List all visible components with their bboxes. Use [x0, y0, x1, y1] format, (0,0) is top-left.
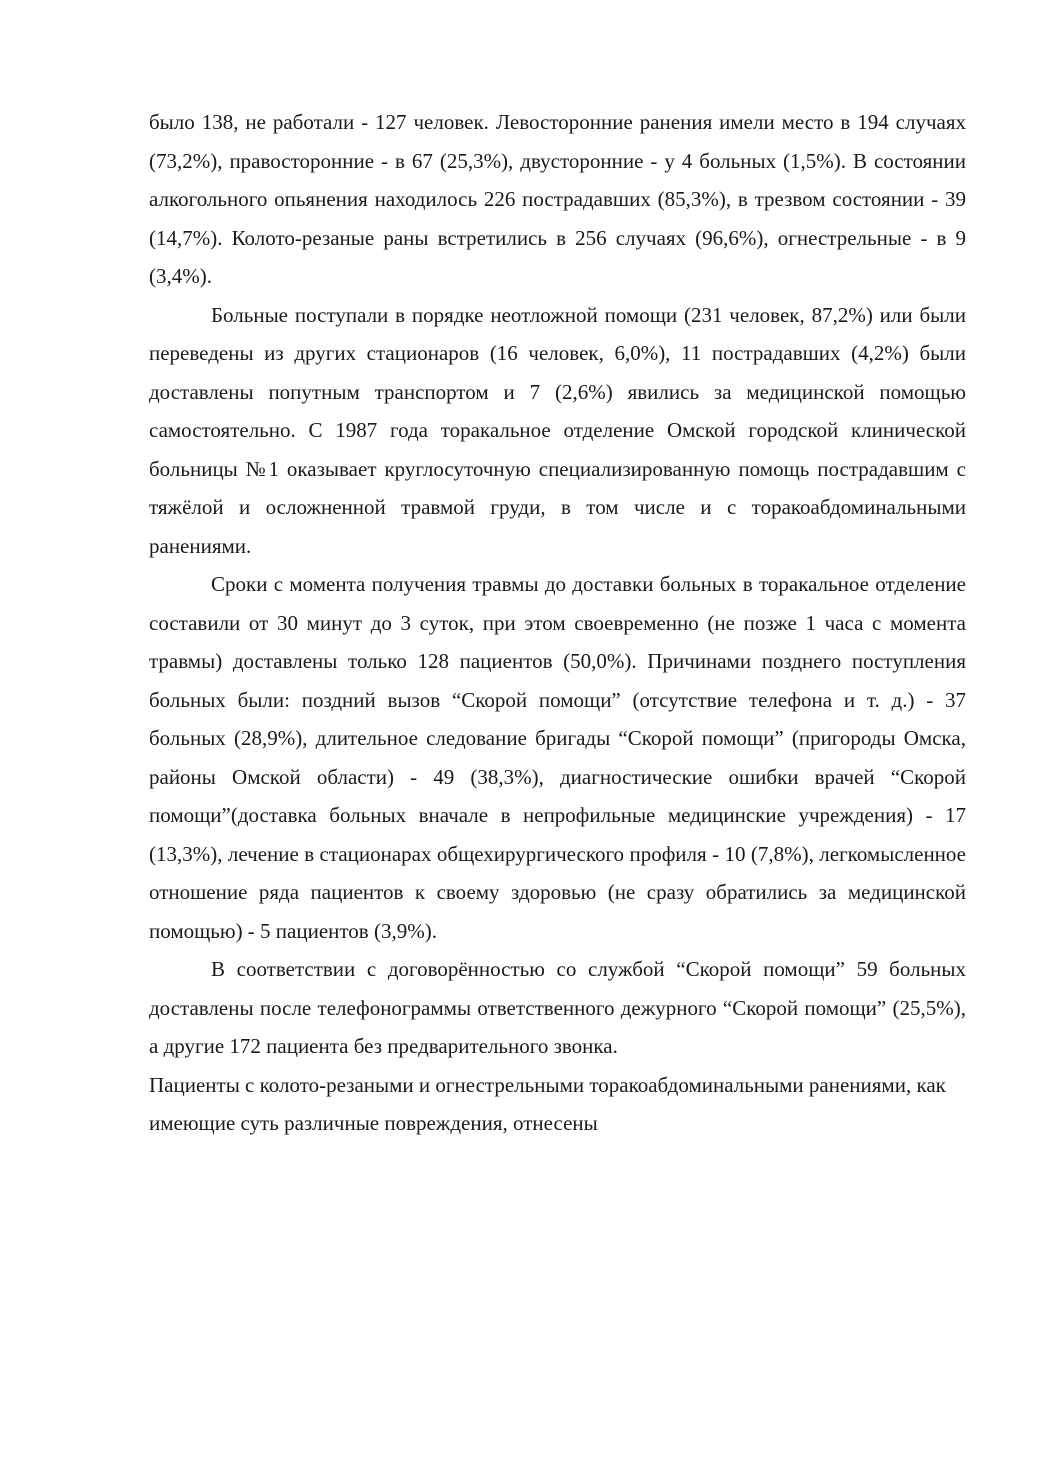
- document-page: [149, 103, 966, 1143]
- paragraph-admission: Больные поступали в порядке неотложной помощи (231 человек, 87,2%) или были переведены из других стационаров (16 человек, 6,0%), 11 пострадавших (4,2%) были доставлены попутным транспортом и 7 (2,6%) явились за медицинской помощью самостоятельно. С 1987 года торакальное отделение Омской городской клинической больницы №1 оказывает круглосуточную специализированную помощь пострадавшим с тяжёлой и осложненной травмой груди, в том числе и с торакоабдоминальными ранениями.: [149, 302, 966, 558]
- paragraph-statistics: было 138, не работали - 127 человек. Левосторонние ранения имели место в 194 случаях (73,2%), правосторонние - в 67 (25,3%), двусторонние - у 4 больных (1,5%). В состоянии алкогольного опьянения находилось 226 пострадавших (85,3%), в трезвом состоянии - 39 (14,7%). Колото-резаные раны встретились в 256 случаях (96,6%), огнестрельные - в 9 (3,4%).: [149, 110, 966, 288]
- paragraph-classification: Пациенты с колото-резаными и огнестрельными торакоабдоминальными ранениями, как имеющие суть различные повреждения, отнесены: [149, 1072, 946, 1135]
- paragraph-agreement: В соответствии с договорённостью со службой “Скорой помощи” 59 больных доставлены после телефонограммы ответственного дежурного “Скорой помощи” (25,5%), а другие 172 пациента без предварительного звонка.: [149, 957, 966, 1058]
- paragraph-delivery-time: Сроки с момента получения травмы до доставки больных в торакальное отделение составили от 30 минут до 3 суток, при этом своевременно (не позже 1 часа с момента травмы) доставлены только 128 пациентов (50,0%). Причинами позднего поступления больных были: поздний вызов “Скорой помощи” (отсутствие телефона и т. д.) - 37 больных (28,9%), длительное следование бригады “Скорой помощи” (пригороды Омска, районы Омской области) - 49 (38,3%), диагностические ошибки врачей “Скорой помощи”(доставка больных вначале в непрофильные медицинские учреждения) - 17 (13,3%), лечение в стационарах общехирургического профиля - 10 (7,8%), легкомысленное отношение ряда пациентов к своему здоровью (не сразу обратились за медицинской помощью) - 5 пациентов (3,9%).: [149, 572, 966, 943]
